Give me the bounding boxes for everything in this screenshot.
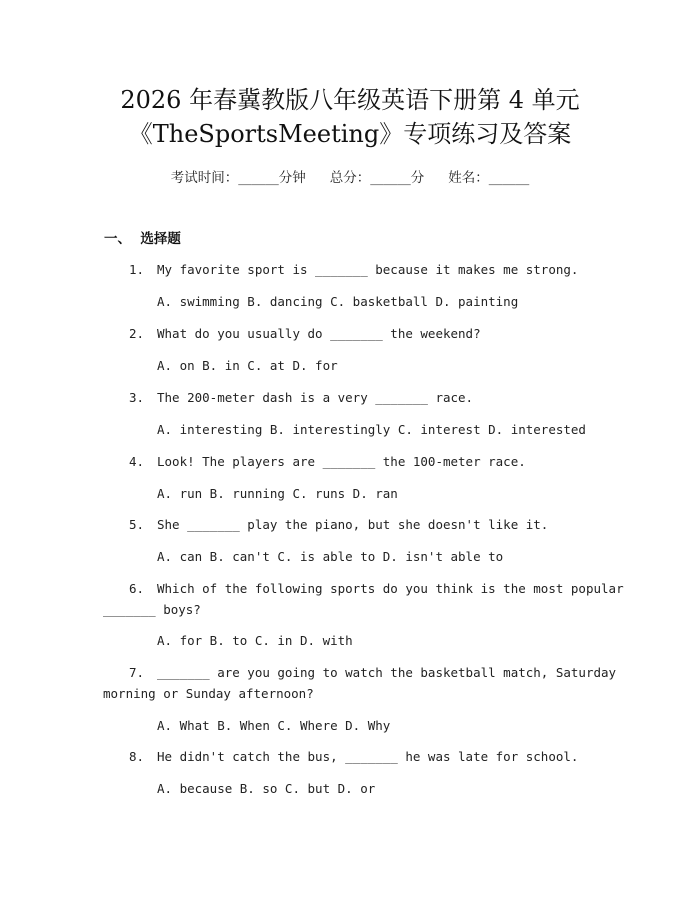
question-options: A. swimming B. dancing C. basketball D. painting: [157, 294, 519, 309]
question-options: A. interesting B. interestingly C. interest D. interested: [157, 422, 586, 437]
question-number: 6.: [129, 581, 145, 596]
question-text-continuation: morning or Sunday afternoon?: [103, 686, 314, 701]
question-options: A. can B. can't C. is able to D. isn't able to: [157, 549, 504, 564]
question-text: He didn't catch the bus, _______ he was late for school.: [157, 749, 579, 764]
question-number: 5.: [129, 517, 145, 532]
question-options: A. because B. so C. but D. or: [157, 781, 376, 796]
question-options: A. run B. running C. runs D. ran: [157, 486, 398, 501]
question-options: A. What B. When C. Where D. Why: [157, 718, 391, 733]
question-number: 7.: [129, 665, 145, 680]
question-text: What do you usually do _______ the weekend?: [157, 326, 481, 341]
section-heading-multiple-choice: 一、 选择题: [104, 231, 181, 247]
question-number: 1.: [129, 262, 145, 277]
question-text: _______ are you going to watch the basketball match, Saturday: [157, 665, 617, 680]
question-text: Which of the following sports do you think is the most popular: [157, 581, 624, 596]
question-number: 8.: [129, 749, 145, 764]
question-text: She _______ play the piano, but she doesn't like it.: [157, 517, 549, 532]
question-text: My favorite sport is _______ because it makes me strong.: [157, 262, 579, 277]
exam-time-field: 考试时间：______分钟: [170, 170, 306, 186]
question-number: 4.: [129, 454, 145, 469]
total-score-field: 总分：______分: [329, 170, 425, 186]
question-text-continuation: _______ boys?: [103, 602, 201, 617]
exam-info-row: [0, 169, 700, 187]
document-title-line-1: 2026 年春冀教版八年级英语下册第 4 单元: [120, 86, 580, 114]
student-name-field: 姓名：______: [448, 170, 530, 186]
question-number: 2.: [129, 326, 145, 341]
question-text: Look! The players are _______ the 100-meter race.: [157, 454, 526, 469]
question-options: A. for B. to C. in D. with: [157, 633, 353, 648]
question-number: 3.: [129, 390, 145, 405]
document-title-line-2: 《TheSportsMeeting》专项练习及答案: [128, 120, 572, 148]
question-options: A. on B. in C. at D. for: [157, 358, 338, 373]
question-text: The 200-meter dash is a very _______ race.: [157, 390, 474, 405]
